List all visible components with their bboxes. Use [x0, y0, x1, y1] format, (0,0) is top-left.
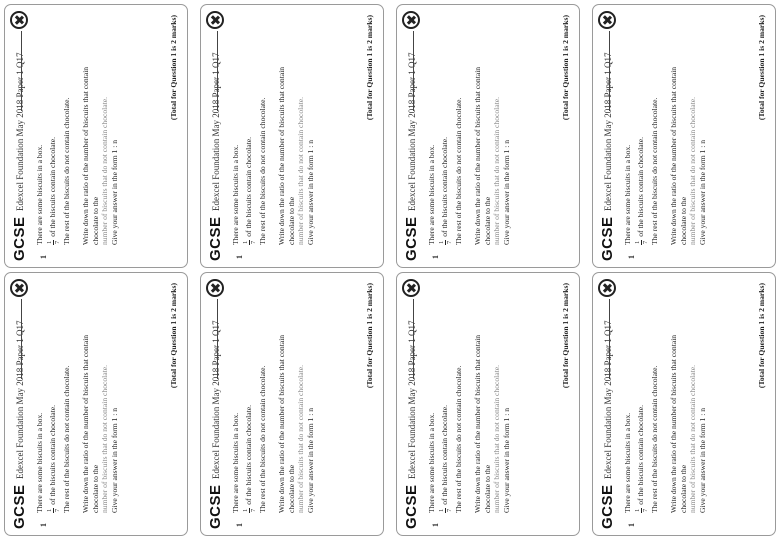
question-number: 1	[235, 255, 244, 259]
worksheet-page	[397, 273, 580, 536]
question-line: Write down the ratio of the number of biscuits that contain chocolate to the	[473, 66, 492, 245]
question-number: 1	[431, 523, 440, 527]
header-divider	[609, 299, 610, 379]
question-number: 1	[235, 523, 244, 527]
question-number: 1	[39, 523, 48, 527]
worksheet-header	[599, 11, 619, 261]
question-source: Edexcel Foundation May 2018 Paper 1 Q17	[211, 52, 221, 211]
question-text	[231, 45, 315, 245]
worksheet-page	[593, 5, 776, 268]
worksheet-card	[4, 272, 188, 536]
cross-badge-icon	[10, 279, 28, 297]
question-source: Edexcel Foundation May 2018 Paper 1 Q17	[407, 52, 417, 211]
fraction-numerator: 1	[633, 508, 641, 512]
question-line: There are some biscuits in a box.	[427, 412, 436, 513]
cross-badge-icon	[206, 11, 224, 29]
question-text	[427, 313, 511, 513]
fraction-denominator: 7	[641, 240, 649, 244]
cross-badge-icon	[206, 279, 224, 297]
question-line: of the biscuits contain chocolate.	[48, 137, 58, 237]
question-line: Write down the ratio of the number of biscuits that contain chocolate to the	[81, 66, 100, 245]
question-line: Give your answer in the form 1 : n	[697, 139, 707, 245]
question-line: There are some biscuits in a box.	[35, 144, 44, 245]
gcse-logo: GCSE	[403, 216, 420, 261]
question-line: The rest of the biscuits do not contain chocolate.	[257, 97, 267, 245]
fraction-denominator: 7	[53, 508, 61, 512]
worksheet-header	[207, 279, 227, 529]
total-marks: (Total for Question 1 is 2 marks)	[365, 283, 374, 389]
fraction-numerator: 1	[241, 508, 249, 512]
question-line: number of biscuits that do not contain chocolate.	[492, 364, 501, 513]
question-line: Write down the ratio of the number of biscuits that contain chocolate to the	[277, 66, 296, 245]
question-line: of the biscuits contain chocolate.	[636, 137, 646, 237]
question-source: Edexcel Foundation May 2018 Paper 1 Q17	[15, 52, 25, 211]
fraction-numerator: 1	[633, 240, 641, 244]
fraction-line	[242, 313, 257, 513]
total-marks: (Total for Question 1 is 2 marks)	[757, 283, 766, 389]
fraction-line	[46, 313, 61, 513]
question-number: 1	[627, 255, 636, 259]
question-line: number of biscuits that do not contain chocolate.	[296, 364, 305, 513]
header-divider	[21, 299, 22, 379]
question-line: of the biscuits contain chocolate.	[636, 405, 646, 505]
question-line: of the biscuits contain chocolate.	[244, 137, 254, 237]
question-source: Edexcel Foundation May 2018 Paper 1 Q17	[603, 52, 613, 211]
question-line: There are some biscuits in a box.	[427, 144, 436, 245]
header-divider	[413, 31, 414, 111]
gcse-logo: GCSE	[599, 484, 616, 529]
fraction	[438, 508, 453, 513]
question-line: The rest of the biscuits do not contain chocolate.	[61, 365, 71, 513]
fraction	[634, 240, 649, 245]
worksheet-card	[592, 4, 776, 268]
fraction-line	[438, 45, 453, 245]
question-text	[427, 45, 511, 245]
fraction-denominator: 7	[249, 240, 257, 244]
question-line: Write down the ratio of the number of biscuits that contain chocolate to the	[669, 334, 688, 513]
header-divider	[217, 299, 218, 379]
question-line: Give your answer in the form 1 : n	[109, 407, 119, 513]
question-line: of the biscuits contain chocolate.	[440, 137, 450, 237]
question-line: Write down the ratio of the number of biscuits that contain chocolate to the	[473, 334, 492, 513]
fraction	[242, 508, 257, 513]
header-divider	[217, 31, 218, 111]
question-line: number of biscuits that do not contain chocolate.	[688, 96, 697, 245]
question-line: number of biscuits that do not contain chocolate.	[100, 364, 109, 513]
total-marks: (Total for Question 1 is 2 marks)	[561, 15, 570, 121]
question-line: Write down the ratio of the number of biscuits that contain chocolate to the	[81, 334, 100, 513]
cross-badge-icon	[402, 11, 420, 29]
question-source: Edexcel Foundation May 2018 Paper 1 Q17	[407, 320, 417, 479]
question-line: number of biscuits that do not contain chocolate.	[296, 96, 305, 245]
worksheet-card	[4, 4, 188, 268]
cross-badge-icon	[10, 11, 28, 29]
cross-badge-icon	[598, 279, 616, 297]
worksheet-card	[396, 4, 580, 268]
question-source: Edexcel Foundation May 2018 Paper 1 Q17	[211, 320, 221, 479]
worksheet-card	[592, 272, 776, 536]
fraction-numerator: 1	[437, 240, 445, 244]
worksheet-page	[201, 273, 384, 536]
total-marks: (Total for Question 1 is 2 marks)	[561, 283, 570, 389]
question-line: of the biscuits contain chocolate.	[244, 405, 254, 505]
fraction-line	[438, 313, 453, 513]
question-number: 1	[39, 255, 48, 259]
fraction-denominator: 7	[53, 240, 61, 244]
fraction	[634, 508, 649, 513]
cross-badge-icon	[598, 11, 616, 29]
question-line: The rest of the biscuits do not contain chocolate.	[649, 97, 659, 245]
question-text	[35, 45, 119, 245]
question-line: of the biscuits contain chocolate.	[440, 405, 450, 505]
question-line: number of biscuits that do not contain chocolate.	[688, 364, 697, 513]
fraction	[46, 508, 61, 513]
question-line: The rest of the biscuits do not contain chocolate.	[453, 365, 463, 513]
fraction	[46, 240, 61, 245]
gcse-logo: GCSE	[11, 484, 28, 529]
fraction-numerator: 1	[437, 508, 445, 512]
question-number: 1	[431, 255, 440, 259]
question-line: Give your answer in the form 1 : n	[501, 139, 511, 245]
worksheet-page	[397, 5, 580, 268]
worksheet-page	[201, 5, 384, 268]
question-line: Give your answer in the form 1 : n	[109, 139, 119, 245]
question-line: There are some biscuits in a box.	[623, 144, 632, 245]
gcse-logo: GCSE	[207, 216, 224, 261]
question-line: Give your answer in the form 1 : n	[501, 407, 511, 513]
worksheet-header	[599, 279, 619, 529]
fraction-numerator: 1	[45, 508, 53, 512]
gcse-logo: GCSE	[11, 216, 28, 261]
fraction-line	[46, 45, 61, 245]
worksheet-page	[5, 273, 188, 536]
question-source: Edexcel Foundation May 2018 Paper 1 Q17	[15, 320, 25, 479]
question-text	[623, 45, 707, 245]
header-divider	[21, 31, 22, 111]
worksheet-card	[396, 272, 580, 536]
question-line: There are some biscuits in a box.	[231, 412, 240, 513]
worksheet-card	[200, 4, 384, 268]
fraction	[438, 240, 453, 245]
question-line: of the biscuits contain chocolate.	[48, 405, 58, 505]
total-marks: (Total for Question 1 is 2 marks)	[365, 15, 374, 121]
header-divider	[609, 31, 610, 111]
gcse-logo: GCSE	[403, 484, 420, 529]
question-line: There are some biscuits in a box.	[231, 144, 240, 245]
question-line: The rest of the biscuits do not contain chocolate.	[61, 97, 71, 245]
fraction-numerator: 1	[241, 240, 249, 244]
question-text	[35, 313, 119, 513]
question-line: Give your answer in the form 1 : n	[305, 139, 315, 245]
header-divider	[413, 299, 414, 379]
question-source: Edexcel Foundation May 2018 Paper 1 Q17	[603, 320, 613, 479]
question-line: Give your answer in the form 1 : n	[305, 407, 315, 513]
fraction-numerator: 1	[45, 240, 53, 244]
total-marks: (Total for Question 1 is 2 marks)	[169, 15, 178, 121]
worksheet-page	[5, 5, 188, 268]
question-line: number of biscuits that do not contain chocolate.	[100, 96, 109, 245]
worksheet-page	[593, 273, 776, 536]
question-line: Give your answer in the form 1 : n	[697, 407, 707, 513]
fraction-denominator: 7	[249, 508, 257, 512]
fraction-line	[242, 45, 257, 245]
fraction-line	[634, 45, 649, 245]
gcse-logo: GCSE	[599, 216, 616, 261]
question-line: The rest of the biscuits do not contain chocolate.	[649, 365, 659, 513]
worksheet-header	[403, 279, 423, 529]
question-number: 1	[627, 523, 636, 527]
fraction-denominator: 7	[445, 508, 453, 512]
gcse-logo: GCSE	[207, 484, 224, 529]
question-text	[623, 313, 707, 513]
worksheet-header	[11, 279, 31, 529]
question-line: Write down the ratio of the number of biscuits that contain chocolate to the	[669, 66, 688, 245]
fraction-line	[634, 313, 649, 513]
question-line: There are some biscuits in a box.	[35, 412, 44, 513]
question-line: There are some biscuits in a box.	[623, 412, 632, 513]
fraction	[242, 240, 257, 245]
worksheet-header	[207, 11, 227, 261]
fraction-denominator: 7	[641, 508, 649, 512]
cross-badge-icon	[402, 279, 420, 297]
total-marks: (Total for Question 1 is 2 marks)	[757, 15, 766, 121]
worksheet-header	[11, 11, 31, 261]
question-line: Write down the ratio of the number of biscuits that contain chocolate to the	[277, 334, 296, 513]
worksheet-card	[200, 272, 384, 536]
worksheet-header	[403, 11, 423, 261]
question-line: The rest of the biscuits do not contain chocolate.	[257, 365, 267, 513]
total-marks: (Total for Question 1 is 2 marks)	[169, 283, 178, 389]
question-line: The rest of the biscuits do not contain chocolate.	[453, 97, 463, 245]
question-text	[231, 313, 315, 513]
fraction-denominator: 7	[445, 240, 453, 244]
question-line: number of biscuits that do not contain chocolate.	[492, 96, 501, 245]
